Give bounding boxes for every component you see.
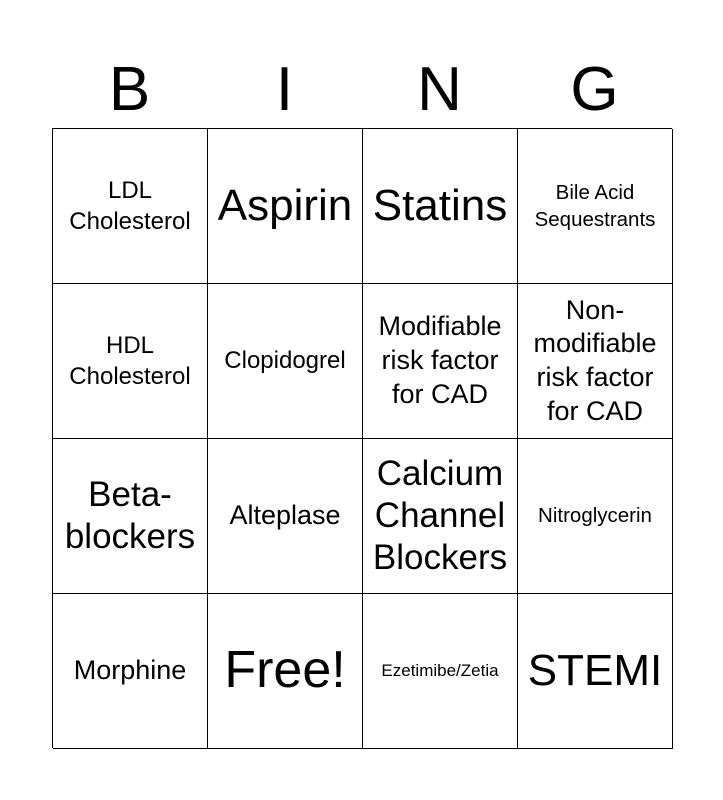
bingo-grid <box>52 128 672 748</box>
header-letter-g: G <box>570 55 619 124</box>
bingo-cell[interactable]: Beta-blockers <box>53 439 208 594</box>
bingo-cell[interactable]: Bile Acid Sequestrants <box>518 129 673 284</box>
bingo-cell[interactable]: STEMI <box>518 594 673 749</box>
bingo-cell[interactable]: Nitroglycerin <box>518 439 673 594</box>
bingo-header <box>52 52 672 128</box>
bingo-cell[interactable]: Ezetimibe/Zetia <box>363 594 518 749</box>
header-letter-i: I <box>275 55 294 124</box>
header-letter-n: N <box>417 55 462 124</box>
bingo-cell[interactable]: Alteplase <box>208 439 363 594</box>
bingo-cell[interactable]: Non-modifiable risk factor for CAD <box>518 284 673 439</box>
bingo-cell[interactable]: Clopidogrel <box>208 284 363 439</box>
bingo-cell[interactable]: LDL Cholesterol <box>53 129 208 284</box>
bingo-cell[interactable]: Aspirin <box>208 129 363 284</box>
header-letter-b: B <box>108 55 151 124</box>
free-space-cell[interactable]: Free! <box>208 594 363 749</box>
bingo-cell[interactable]: Morphine <box>53 594 208 749</box>
bingo-cell[interactable]: HDL Cholesterol <box>53 284 208 439</box>
bingo-cell[interactable]: Statins <box>363 129 518 284</box>
bingo-cell[interactable]: Calcium Channel Blockers <box>363 439 518 594</box>
bingo-cell[interactable]: Modifiable risk factor for CAD <box>363 284 518 439</box>
